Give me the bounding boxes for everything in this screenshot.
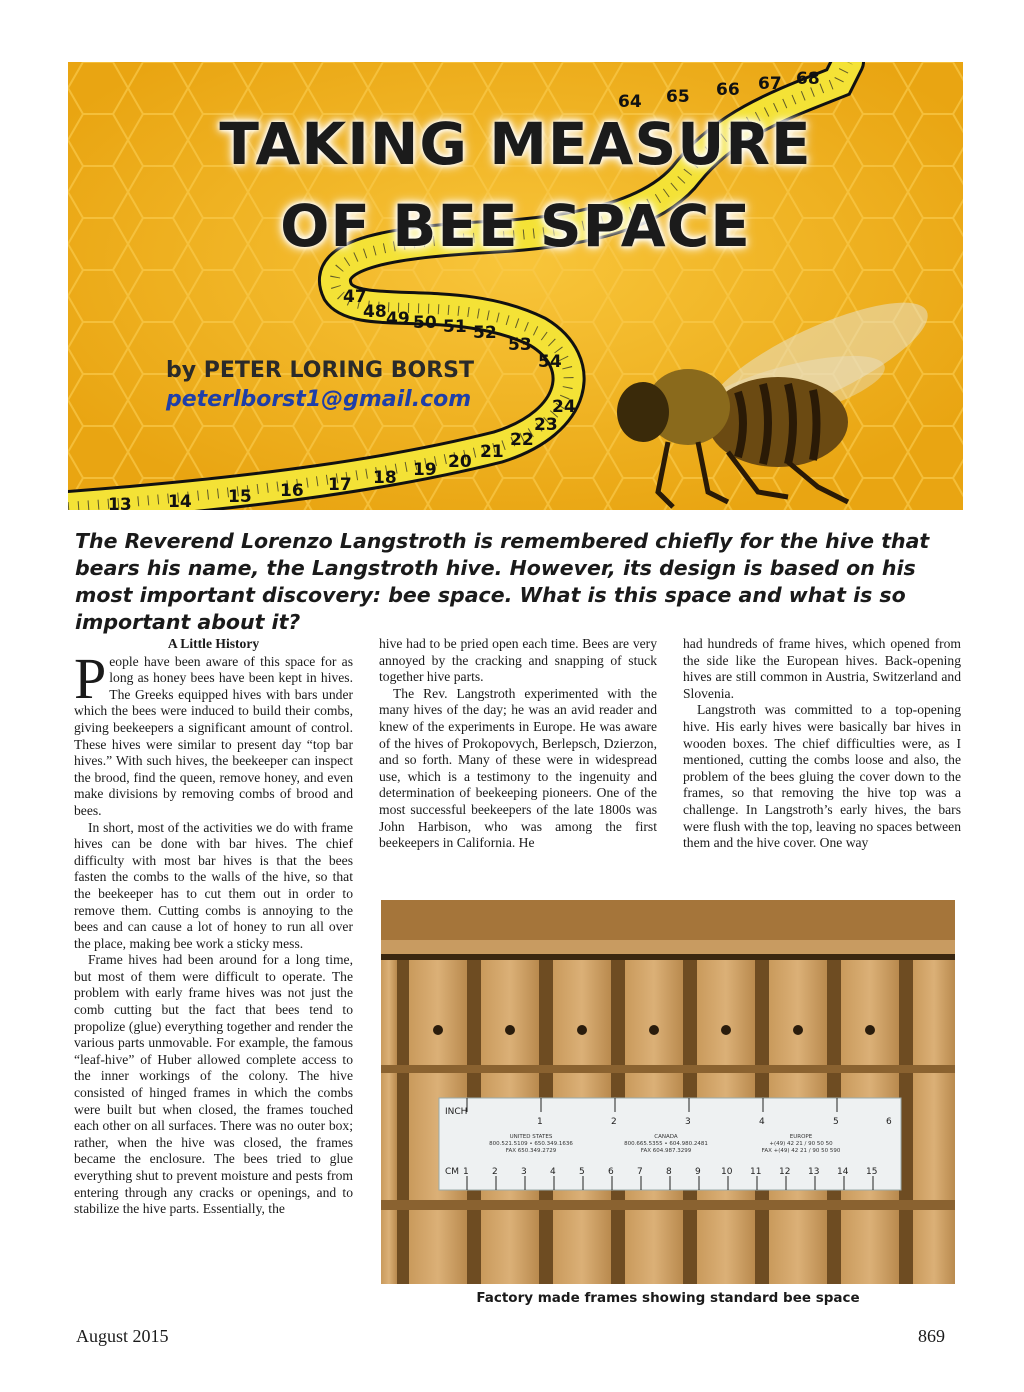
ruler-cm-number: 12 — [779, 1167, 791, 1177]
ruler-cm-number: 3 — [521, 1167, 527, 1177]
tape-number: 14 — [168, 492, 192, 510]
ruler-inch-number: 4 — [759, 1117, 765, 1127]
ruler-cm-number: 1 — [463, 1167, 469, 1177]
ruler — [439, 1098, 901, 1190]
tape-number: 65 — [666, 87, 690, 107]
ruler-cm-number: 15 — [866, 1167, 878, 1177]
ruler-eu-phone: +(49) 42 21 / 90 50 50 — [769, 1141, 833, 1147]
section-subhead: A Little History — [167, 636, 260, 651]
ruler-eu-fax: FAX +(49) 42 21 / 90 50 590 — [761, 1148, 841, 1154]
tape-number: 64 — [618, 92, 642, 112]
ruler-cm-label: CM — [445, 1167, 460, 1177]
ruler-us-fax: FAX 650.349.2729 — [505, 1148, 557, 1154]
tape-number: 66 — [716, 80, 740, 100]
tape-number: 67 — [758, 74, 782, 94]
ruler-cm-number: 4 — [550, 1167, 556, 1177]
paragraph: had hundreds of frame hives, which opened from the side like the European hives. Back-opening hives are still common in Austria, Switzerland and Slovenia. — [683, 636, 961, 701]
ruler-inch-number: 6 — [886, 1117, 892, 1127]
tape-number: 47 — [343, 287, 367, 307]
column-3 — [683, 636, 961, 852]
ruler-cm-number: 10 — [721, 1167, 733, 1177]
tape-number: 13 — [108, 495, 132, 510]
ruler-cm-number: 6 — [608, 1167, 614, 1177]
ruler-us-title: UNITED STATES — [509, 1134, 553, 1140]
paragraph: In short, most of the activities we do with frame hives can be done with bar hives. The chief difficulty with most bar hives is that the bees fasten the combs to the walls of the hive, so that the beekeeper has to cut them out in order to remove them. Cutting combs is annoying to the bees and can cause a lot of honey to run all over the place, making bee work a sticky mess. — [74, 819, 353, 951]
tape-number: 18 — [373, 468, 397, 488]
issue-date: August 2015 — [76, 1326, 169, 1346]
column-1 — [74, 636, 353, 1218]
ruler-eu-title: EUROPE — [789, 1134, 813, 1140]
ruler-us-phone: 800.521.5109 • 650.349.1636 — [489, 1141, 573, 1147]
tape-number: 16 — [280, 481, 304, 501]
ruler-cm-number: 11 — [750, 1167, 762, 1177]
article-title-line-2: OF BEE SPACE — [280, 192, 751, 260]
paragraph: Langstroth was committed to a top-opening hive. His early hives were basically bar hives in wooden boxes. The chief difficulties were, as I mentioned, cutting the combs loose and also, the problem of the bees gluing the cover down to the frames, so that removing the hive top was a challenge. In Langstroth’s early hives, the bars were flush with the top, leaving no spaces between them and the hive cover. One way — [683, 702, 961, 851]
title-banner — [68, 62, 963, 510]
tape-number: 24 — [552, 397, 576, 417]
tape-number: 17 — [328, 475, 352, 495]
tape-number: 20 — [448, 452, 472, 472]
photo-caption: Factory made frames showing standard bee space — [476, 1290, 860, 1306]
drop-cap: P — [74, 645, 107, 711]
tape-number: 49 — [386, 309, 410, 329]
ruler-ca-fax: FAX 604.987.3299 — [640, 1148, 692, 1154]
tape-number: 51 — [443, 317, 467, 337]
tape-number: 19 — [413, 460, 437, 480]
paragraph: The Rev. Langstroth experimented with the many hives of the day; he was an avid reader and knew of the experiments in Europe. He was aware of the hives of Prokopovych, Berlepsch, Dzierzon, and so forth. Many of these were in widespread use, which is a testimony to the ingenuity and determination of beekeeping pioneers. One of the most successful beekeepers of the late 1800s was John Harbison, who was among the first beekeepers in California. He — [379, 685, 657, 851]
tape-number: 21 — [480, 442, 504, 462]
tape-number: 54 — [538, 352, 562, 372]
tape-number: 23 — [534, 415, 558, 435]
ruler-ca-title: CANADA — [654, 1134, 678, 1140]
ruler-cm-number: 14 — [837, 1167, 849, 1177]
ruler-cm-number: 7 — [637, 1167, 643, 1177]
page-number: 869 — [918, 1326, 945, 1346]
lead-paragraph: The Reverend Lorenzo Langstroth is remembered chiefly for the hive that bears his name, the Langstroth hive. However, its design is based on his most important discovery: bee space. What is this space and what is so important about it? — [75, 529, 930, 634]
frames-photo — [381, 900, 955, 1284]
ruler-inch-number: 3 — [685, 1117, 691, 1127]
paragraph: Frame hives had been around for a long time, but most of them were difficult to operate. The problem with early frame hives was not just the comb cutting but the fact that bees tend to propolize (glue) everything together and render the various parts unmovable. For example, the famous “leaf-hive” of Huber allowed complete access to the inner workings of the colony. The hive consisted of hinged frames in which the combs were built but when closed, the frames touched each other on all surfaces. There was no outer box; rather, when the hive was closed, the frames became the enclosure. The bees tried to glue everything shut to prevent moisture and pests from entering through any cracks or openings, and to stabilize the hive parts. Essentially, the — [74, 952, 353, 1217]
paragraph: hive had to be pried open each time. Bees are very annoyed by the cracking and snapping of stuck together hive parts. — [379, 636, 657, 685]
ruler-cm-number: 5 — [579, 1167, 585, 1177]
tape-number: 15 — [228, 487, 252, 507]
tape-number: 68 — [796, 69, 820, 89]
tape-number: 22 — [510, 430, 534, 450]
ruler-cm-number: 2 — [492, 1167, 498, 1177]
ruler-inch-number: 1 — [537, 1117, 543, 1127]
author-byline: by PETER LORING BORST — [166, 358, 474, 383]
ruler-ca-phone: 800.665.5355 • 604.980.2481 — [624, 1141, 708, 1147]
author-email[interactable]: peterlborst1@gmail.com — [166, 387, 472, 412]
column-2 — [379, 636, 657, 852]
paragraph-text: eople have been aware of this space for as long as honey bees have been kept in hives. The Greeks equipped hives with bars under which the bees were induced to build their combs, giving beekeepers a significant amount of control. These hives were similar to present day “top bar hives.” With such hives, the beekeeper can inspect the brood, find the queen, remove honey, and even make divisions by removing combs of brood and bees. — [74, 653, 353, 818]
tape-number: 50 — [413, 313, 437, 333]
frames-photo-artwork — [381, 900, 955, 1284]
ruler-inch-label: INCH — [445, 1107, 468, 1117]
ruler-cm-number: 13 — [808, 1167, 820, 1177]
tape-number: 53 — [508, 335, 532, 355]
tape-number: 48 — [363, 302, 387, 322]
article-title-line-1: TAKING MEASURE — [219, 110, 812, 178]
ruler-cm-number: 9 — [695, 1167, 701, 1177]
ruler-inch-number: 2 — [611, 1117, 617, 1127]
ruler-inch-number: 5 — [833, 1117, 839, 1127]
ruler-cm-number: 8 — [666, 1167, 672, 1177]
paragraph — [74, 645, 353, 820]
tape-number: 52 — [473, 323, 497, 343]
